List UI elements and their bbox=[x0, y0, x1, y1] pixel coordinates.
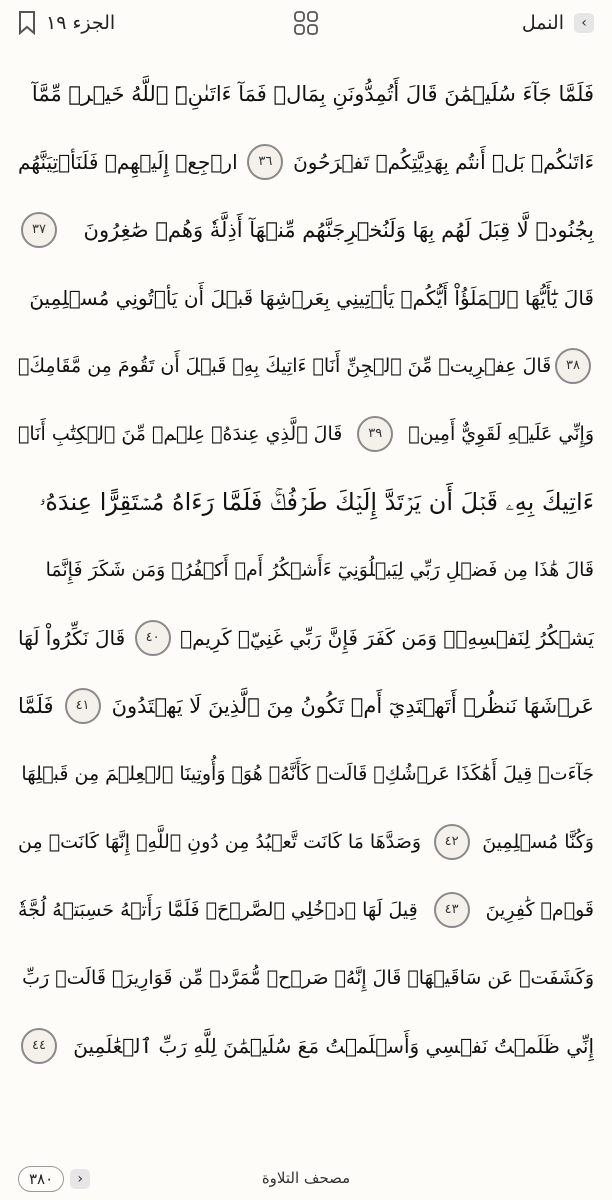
verse-text: جَآءَتۡ قِيلَ أَهَٰكَذَا عَرۡشُكِۖ قَالَتۡ كَأَنَّهُۥ هُوَۚ وَأُوتِينَا ٱلۡعِلۡمَ مِن قَبۡلِهَا bbox=[21, 763, 594, 785]
verse-line bbox=[18, 400, 594, 468]
verse-text: قَالَ نَكِّرُواْ لَهَا bbox=[18, 626, 126, 650]
verse-text: قَالَ ٱلَّذِي عِندَهُۥ عِلۡمٞ مِّنَ ٱلۡكِتَٰبِ أَنَا۠ bbox=[18, 423, 343, 445]
verse-line bbox=[18, 332, 594, 400]
verse-text: وَصَدَّهَا مَا كَانَت تَّعۡبُدُ مِن دُونِ ٱللَّهِۖ إِنَّهَا كَانَتۡ مِن bbox=[18, 831, 422, 853]
verse-text: وَكُنَّا مُسۡلِمِينَ bbox=[482, 831, 594, 853]
verse-text: ءَاتِيكَ بِهِۦ قَبۡلَ أَن يَرۡتَدَّ إِلَيۡكَ طَرۡفُكَۚ فَلَمَّا رَءَاهُ مُسۡتَقِرًّا عِندَهُۥ bbox=[39, 488, 594, 516]
verse-text: قَالَ يَٰٓأَيُّهَا ٱلۡمَلَؤُاْ أَيُّكُمۡ يَأۡتِينِي بِعَرۡشِهَا قَبۡلَ أَن يَأۡتُونِي مُسۡلِمِينَ bbox=[29, 286, 594, 310]
verse-line bbox=[18, 808, 594, 876]
surah-label: النمل bbox=[521, 12, 564, 34]
verse-line bbox=[18, 1012, 594, 1080]
verse-text: ارۡجِعۡ إِلَيۡهِمۡ فَلَنَأۡتِيَنَّهُم bbox=[18, 150, 238, 174]
verse-text: ءَاتَىٰكُمۚ بَلۡ أَنتُم بِهَدِيَّتِكُمۡ تَفۡرَحُونَ bbox=[293, 150, 594, 174]
verse-line bbox=[18, 672, 594, 740]
verse-text: قَالَ عِفۡرِيتٞ مِّنَ ٱلۡجِنِّ أَنَا۠ ءَاتِيكَ بِهِۦ قَبۡلَ أَن تَقُومَ مِن مَّقَامِكَۖ bbox=[18, 355, 552, 377]
app-title: مصحف التلاوة bbox=[261, 1169, 351, 1187]
ayah-number-marker: ٤١ bbox=[65, 688, 101, 724]
verse-text: قَالَ هَٰذَا مِن فَضۡلِ رَبِّي لِيَبۡلُوَنِيٓ ءَأَشۡكُرُ أَمۡ أَكۡفُرُۖ وَمَن شَكَرَ فَإِنَّمَا bbox=[45, 559, 594, 581]
bottom-bar bbox=[0, 1156, 612, 1200]
grid-menu-icon[interactable] bbox=[294, 11, 318, 39]
verse-text: بِجُنُودٖ لَّا قِبَلَ لَهُم بِهَا وَلَنُخۡرِجَنَّهُم مِّنۡهَآ أَذِلَّةٗ وَهُمۡ صَٰغِرُونَ bbox=[83, 218, 594, 242]
verse-line bbox=[18, 60, 594, 128]
verse-text: قَوۡمٖ كَٰفِرِينَ bbox=[485, 899, 594, 921]
bookmark-icon[interactable] bbox=[18, 11, 36, 35]
juz-group[interactable] bbox=[18, 11, 115, 35]
ayah-number-marker: ٣٦ bbox=[247, 144, 283, 180]
verse-text: يَشۡكُرُ لِنَفۡسِهِۦۖ وَمَن كَفَرَ فَإِنَّ رَبِّي غَنِيّٞ كَرِيمٞ bbox=[180, 626, 594, 650]
verse-text: وَإِنِّي عَلَيۡهِ لَقَوِيٌّ أَمِينٞ bbox=[408, 423, 594, 445]
surah-group[interactable] bbox=[522, 12, 594, 34]
verse-line bbox=[18, 468, 594, 536]
ayah-number-marker: ٣٨ bbox=[555, 348, 591, 384]
verse-line bbox=[18, 128, 594, 196]
ayah-number-marker: ٤٠ bbox=[135, 620, 171, 656]
verse-line bbox=[18, 876, 594, 944]
verse-text: فَلَمَّا جَآءَ سُلَيۡمَٰنَ قَالَ أَتُمِدُّونَنِ بِمَالٖ فَمَآ ءَاتَىٰنِۦَ ٱللَّهُ خَيۡرٞ مِّمَّآ bbox=[31, 82, 594, 106]
verse-line bbox=[18, 740, 594, 808]
verse-text: عَرۡشَهَا نَنظُرۡ أَتَهۡتَدِيٓ أَمۡ تَكُونُ مِنَ ٱلَّذِينَ لَا يَهۡتَدُونَ bbox=[111, 694, 594, 718]
verse-text: إِنِّي ظَلَمۡتُ نَفۡسِي وَأَسۡلَمۡتُ مَعَ سُلَيۡمَٰنَ لِلَّهِ رَبِّ ٱلۡعَٰلَمِينَ bbox=[73, 1034, 594, 1058]
verse-line bbox=[18, 264, 594, 332]
verse-line bbox=[18, 604, 594, 672]
verse-text: فَلَمَّا bbox=[18, 694, 54, 718]
ayah-number-marker: ٤٣ bbox=[434, 892, 470, 928]
ayah-number-marker: ٣٧ bbox=[21, 212, 57, 248]
ayah-number-marker: ٤٤ bbox=[21, 1028, 57, 1064]
mushaf-page bbox=[18, 60, 594, 1160]
juz-label: الجزء ١٩ bbox=[46, 12, 116, 34]
chevron-right-icon[interactable]: › bbox=[70, 1169, 90, 1189]
verse-line bbox=[18, 196, 594, 264]
verse-line bbox=[18, 536, 594, 604]
ayah-number-marker: ٤٢ bbox=[434, 824, 470, 860]
chevron-left-icon[interactable]: ‹ bbox=[574, 13, 594, 33]
verse-text: وَكَشَفَتۡ عَن سَاقَيۡهَاۚ قَالَ إِنَّهُۥ صَرۡحٞ مُّمَرَّدٞ مِّن قَوَارِيرَۗ قَالَتۡ رَبِّ bbox=[22, 967, 594, 989]
ayah-number-marker: ٣٩ bbox=[357, 416, 393, 452]
page-number-group[interactable] bbox=[18, 1166, 90, 1192]
verse-text: قِيلَ لَهَا ٱدۡخُلِي ٱلصَّرۡحَۖ فَلَمَّا رَأَتۡهُ حَسِبَتۡهُ لُجَّةٗ bbox=[18, 899, 418, 921]
page-number: ٣٨٠ bbox=[18, 1166, 64, 1192]
verse-line bbox=[18, 944, 594, 1012]
